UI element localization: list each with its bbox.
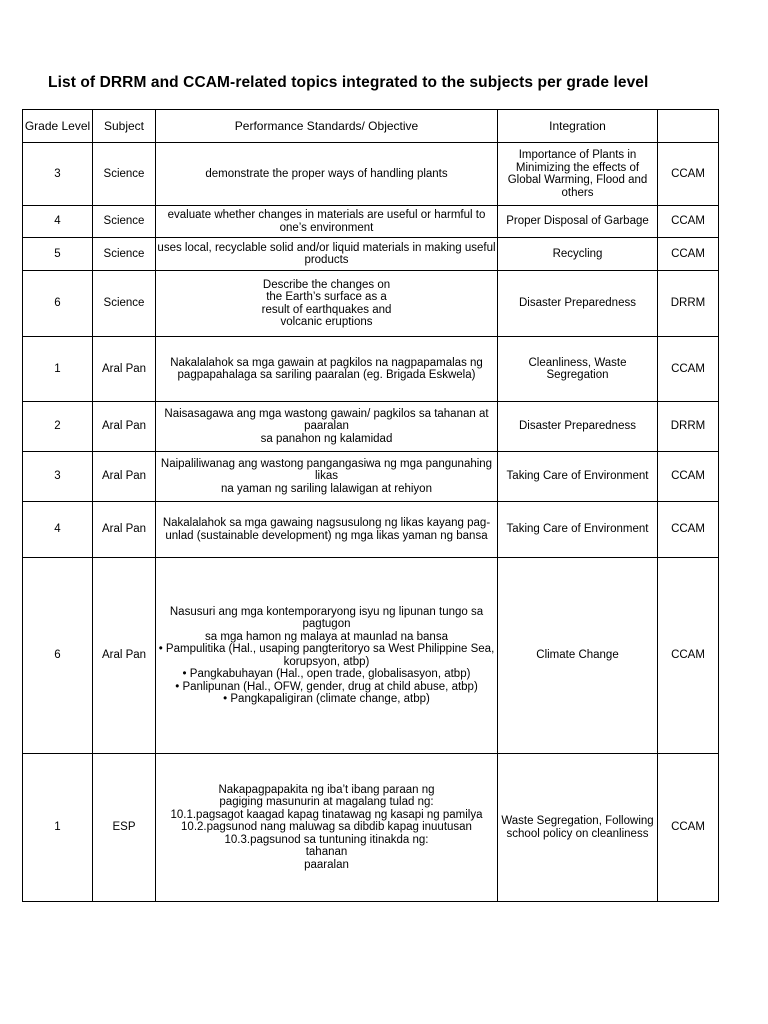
table-row bbox=[23, 143, 719, 206]
grade-level-cell: 6 bbox=[23, 558, 93, 754]
category-cell: CCAM bbox=[658, 558, 719, 754]
table-body bbox=[23, 143, 719, 902]
table-row bbox=[23, 452, 719, 502]
category-cell: CCAM bbox=[658, 143, 719, 206]
header-row bbox=[23, 110, 719, 143]
subject-cell: Aral Pan bbox=[93, 337, 156, 402]
integration-cell: Disaster Preparedness bbox=[498, 271, 658, 337]
subject-cell: Science bbox=[93, 238, 156, 271]
topics-table bbox=[22, 109, 719, 902]
subject-cell: Aral Pan bbox=[93, 558, 156, 754]
category-cell: CCAM bbox=[658, 206, 719, 238]
objective-line: sa panahon ng kalamidad bbox=[260, 432, 393, 445]
subject-cell: Science bbox=[93, 143, 156, 206]
integration-cell: Climate Change bbox=[498, 558, 658, 754]
subject-cell: Aral Pan bbox=[93, 402, 156, 452]
header-subject: Subject bbox=[93, 110, 156, 143]
grade-level-cell: 3 bbox=[23, 452, 93, 502]
subject-cell: ESP bbox=[93, 754, 156, 902]
integration-cell: Proper Disposal of Garbage bbox=[498, 206, 658, 238]
category-cell: CCAM bbox=[658, 337, 719, 402]
header-grade-level: Grade Level bbox=[23, 110, 93, 143]
category-cell: DRRM bbox=[658, 271, 719, 337]
table-row bbox=[23, 558, 719, 754]
objective-line: Naisasagawa ang mga wastong gawain/ pagkilos sa tahanan at paaralan bbox=[164, 407, 489, 433]
objective-cell bbox=[156, 337, 498, 402]
subject-cell: Science bbox=[93, 271, 156, 337]
document-title: List of DRRM and CCAM-related topics integrated to the subjects per grade level bbox=[48, 74, 649, 91]
table-row bbox=[23, 271, 719, 337]
header-integration: Integration bbox=[498, 110, 658, 143]
table-row bbox=[23, 206, 719, 238]
category-cell: DRRM bbox=[658, 402, 719, 452]
header-category bbox=[658, 110, 719, 143]
objective-line: sa mga hamon ng malaya at maunlad na bansa bbox=[205, 630, 448, 643]
grade-level-cell: 5 bbox=[23, 238, 93, 271]
objective-line: tahanan bbox=[305, 846, 348, 859]
objective-line: paaralan bbox=[304, 858, 349, 871]
objective-line: Describe the changes on bbox=[262, 278, 391, 291]
objective-line: evaluate whether changes in materials are useful or harmful to one’s environment bbox=[167, 209, 486, 234]
integration-cell: Waste Segregation, Following school policy on cleanliness bbox=[498, 754, 658, 902]
category-cell: CCAM bbox=[658, 754, 719, 902]
integration-cell: Recycling bbox=[498, 238, 658, 271]
grade-level-cell: 6 bbox=[23, 271, 93, 337]
objective-cell bbox=[156, 238, 498, 271]
objective-line: result of earthquakes and bbox=[261, 303, 392, 316]
objective-line: the Earth’s surface as a bbox=[266, 291, 387, 303]
grade-level-cell: 3 bbox=[23, 143, 93, 206]
objective-line: na yaman ng sariling lalawigan at rehiyon bbox=[221, 482, 432, 495]
objective-line: 10.1.pagsagot kaagad kapag tinatawag ng kasapi ng pamilya bbox=[170, 808, 483, 821]
integration-cell: Cleanliness, Waste Segregation bbox=[498, 337, 658, 402]
integration-cell: Importance of Plants in Minimizing the effects of Global Warming, Flood and others bbox=[498, 143, 658, 206]
grade-level-cell: 4 bbox=[23, 502, 93, 558]
objective-cell bbox=[156, 452, 498, 502]
subject-cell: Aral Pan bbox=[93, 452, 156, 502]
objective-line: demonstrate the proper ways of handling plants bbox=[205, 167, 448, 180]
header-performance-standards: Performance Standards/ Objective bbox=[156, 110, 498, 143]
objective-line: volcanic eruptions bbox=[280, 316, 373, 328]
objective-line: korupsyon, atbp) bbox=[283, 655, 370, 668]
table-row bbox=[23, 502, 719, 558]
objective-line: • Panlipunan (Hal., OFW, gender, drug at child abuse, atbp) bbox=[175, 680, 478, 693]
objective-line: • Pampulitika (Hal., usaping pangteritoryo sa West Philippine Sea, bbox=[158, 643, 495, 655]
grade-level-cell: 1 bbox=[23, 754, 93, 902]
objective-line: • Pangkabuhayan (Hal., open trade, globalisasyon, atbp) bbox=[182, 668, 471, 680]
objective-line: uses local, recyclable solid and/or liquid materials in making useful products bbox=[157, 241, 496, 266]
objective-line: pagiging masunurin at magalang tulad ng: bbox=[219, 796, 434, 809]
objective-line: 10.3.pagsunod sa tuntuning itinakda ng: bbox=[224, 833, 429, 846]
integration-cell: Taking Care of Environment bbox=[498, 502, 658, 558]
grade-level-cell: 4 bbox=[23, 206, 93, 238]
grade-level-cell: 2 bbox=[23, 402, 93, 452]
objective-cell bbox=[156, 402, 498, 452]
objective-cell bbox=[156, 558, 498, 754]
table-row bbox=[23, 754, 719, 902]
objective-line: 10.2.pagsunod nang maluwag sa dibdib kapag inuutusan bbox=[181, 821, 472, 834]
category-cell: CCAM bbox=[658, 452, 719, 502]
category-cell: CCAM bbox=[658, 502, 719, 558]
subject-cell: Aral Pan bbox=[93, 502, 156, 558]
objective-cell bbox=[156, 754, 498, 902]
table-row bbox=[23, 238, 719, 271]
objective-cell bbox=[156, 143, 498, 206]
objective-cell bbox=[156, 271, 498, 337]
integration-cell: Disaster Preparedness bbox=[498, 402, 658, 452]
objective-line: Nasusuri ang mga kontemporaryong isyu ng lipunan tungo sa pagtugon bbox=[169, 605, 484, 630]
grade-level-cell: 1 bbox=[23, 337, 93, 402]
objective-cell bbox=[156, 502, 498, 558]
objective-line: • Pangkapaligiran (climate change, atbp) bbox=[223, 693, 430, 705]
objective-line: Nakalalahok sa mga gawain at pagkilos na nagpapamalas ng pagpapahalaga sa sariling paaralan (eg. Brigada Eskwela) bbox=[170, 356, 483, 381]
table-row bbox=[23, 337, 719, 402]
objective-line: Nakalalahok sa mga gawaing nagsusulong ng likas kayang pag-unlad (sustainable development) ng mga likas yaman ng bansa bbox=[162, 517, 491, 542]
integration-cell: Taking Care of Environment bbox=[498, 452, 658, 502]
objective-cell bbox=[156, 206, 498, 238]
subject-cell: Science bbox=[93, 206, 156, 238]
table-row bbox=[23, 402, 719, 452]
objective-line: Nakapagpapakita ng iba’t ibang paraan ng bbox=[218, 783, 435, 796]
category-cell: CCAM bbox=[658, 238, 719, 271]
objective-line: Naipaliliwanag ang wastong pangangasiwa ng mga pangunahing likas bbox=[160, 457, 493, 483]
